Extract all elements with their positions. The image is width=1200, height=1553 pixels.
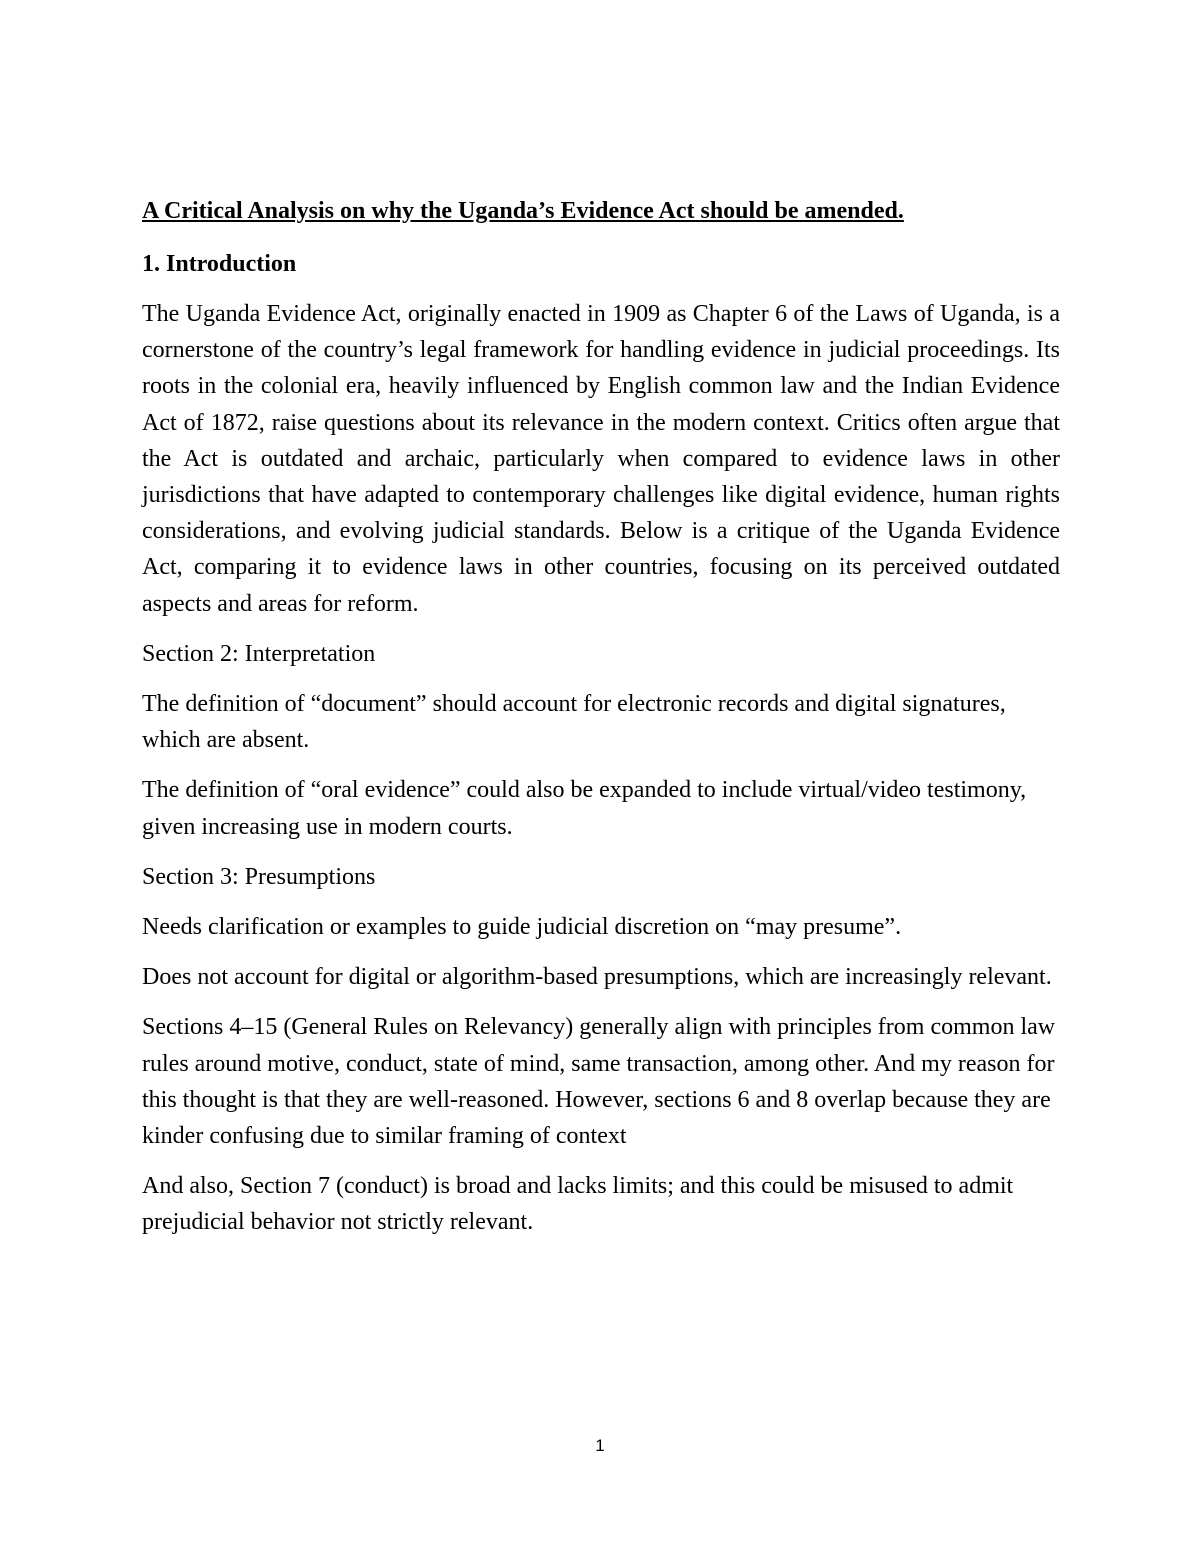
section-3-heading: Section 3: Presumptions (142, 863, 376, 890)
section-7-paragraph: And also, Section 7 (conduct) is broad and lacks limits; and this could be misused to admit prejudicial behavior not strictly relevant. (142, 1173, 1014, 1236)
document-title: A Critical Analysis on why the Uganda’s Evidence Act should be amended. (142, 198, 904, 224)
section-2-heading: Section 2: Interpretation (142, 640, 376, 667)
page-number: 1 (595, 1436, 605, 1455)
oral-evidence-paragraph: The definition of “oral evidence” could also be expanded to include virtual/video testimony, given increasing use in modern courts. (142, 777, 1027, 840)
introduction-paragraph: The Uganda Evidence Act, originally enacted in 1909 as Chapter 6 of the Laws of Uganda, is a cornerstone of the country’s legal framework for handling evidence in judicial proceedings. Its roots in the colonial era, heavily influenced by English common law and the Indian Evidence Act of 1872, raise questions about its relevance in the modern context. Critics often argue that the Act is outdated and archaic, particularly when compared to evidence laws in other jurisdictions that have adapted to contemporary challenges like digital evidence, human rights considerations, and evolving judicial standards. Below is a critique of the Uganda Evidence Act, comparing it to evidence laws in other countries, focusing on its perceived outdated aspects and areas for reform. (142, 301, 1060, 617)
page-content (142, 193, 1060, 1255)
digital-presumptions-paragraph: Does not account for digital or algorithm-based presumptions, which are increasingly relevant. (142, 964, 1052, 991)
may-presume-paragraph: Needs clarification or examples to guide judicial discretion on “may presume”. (142, 914, 902, 941)
introduction-heading: 1. Introduction (142, 251, 297, 277)
document-definition-paragraph: The definition of “document” should account for electronic records and digital signatures, which are absent. (142, 691, 1006, 754)
relevancy-sections-paragraph: Sections 4–15 (General Rules on Relevancy) generally align with principles from common law rules around motive, conduct, state of mind, same transaction, among other. And my reason for this thought is that they are well-reasoned. However, sections 6 and 8 overlap because they are kinder confusing due to similar framing of context (142, 1014, 1056, 1150)
